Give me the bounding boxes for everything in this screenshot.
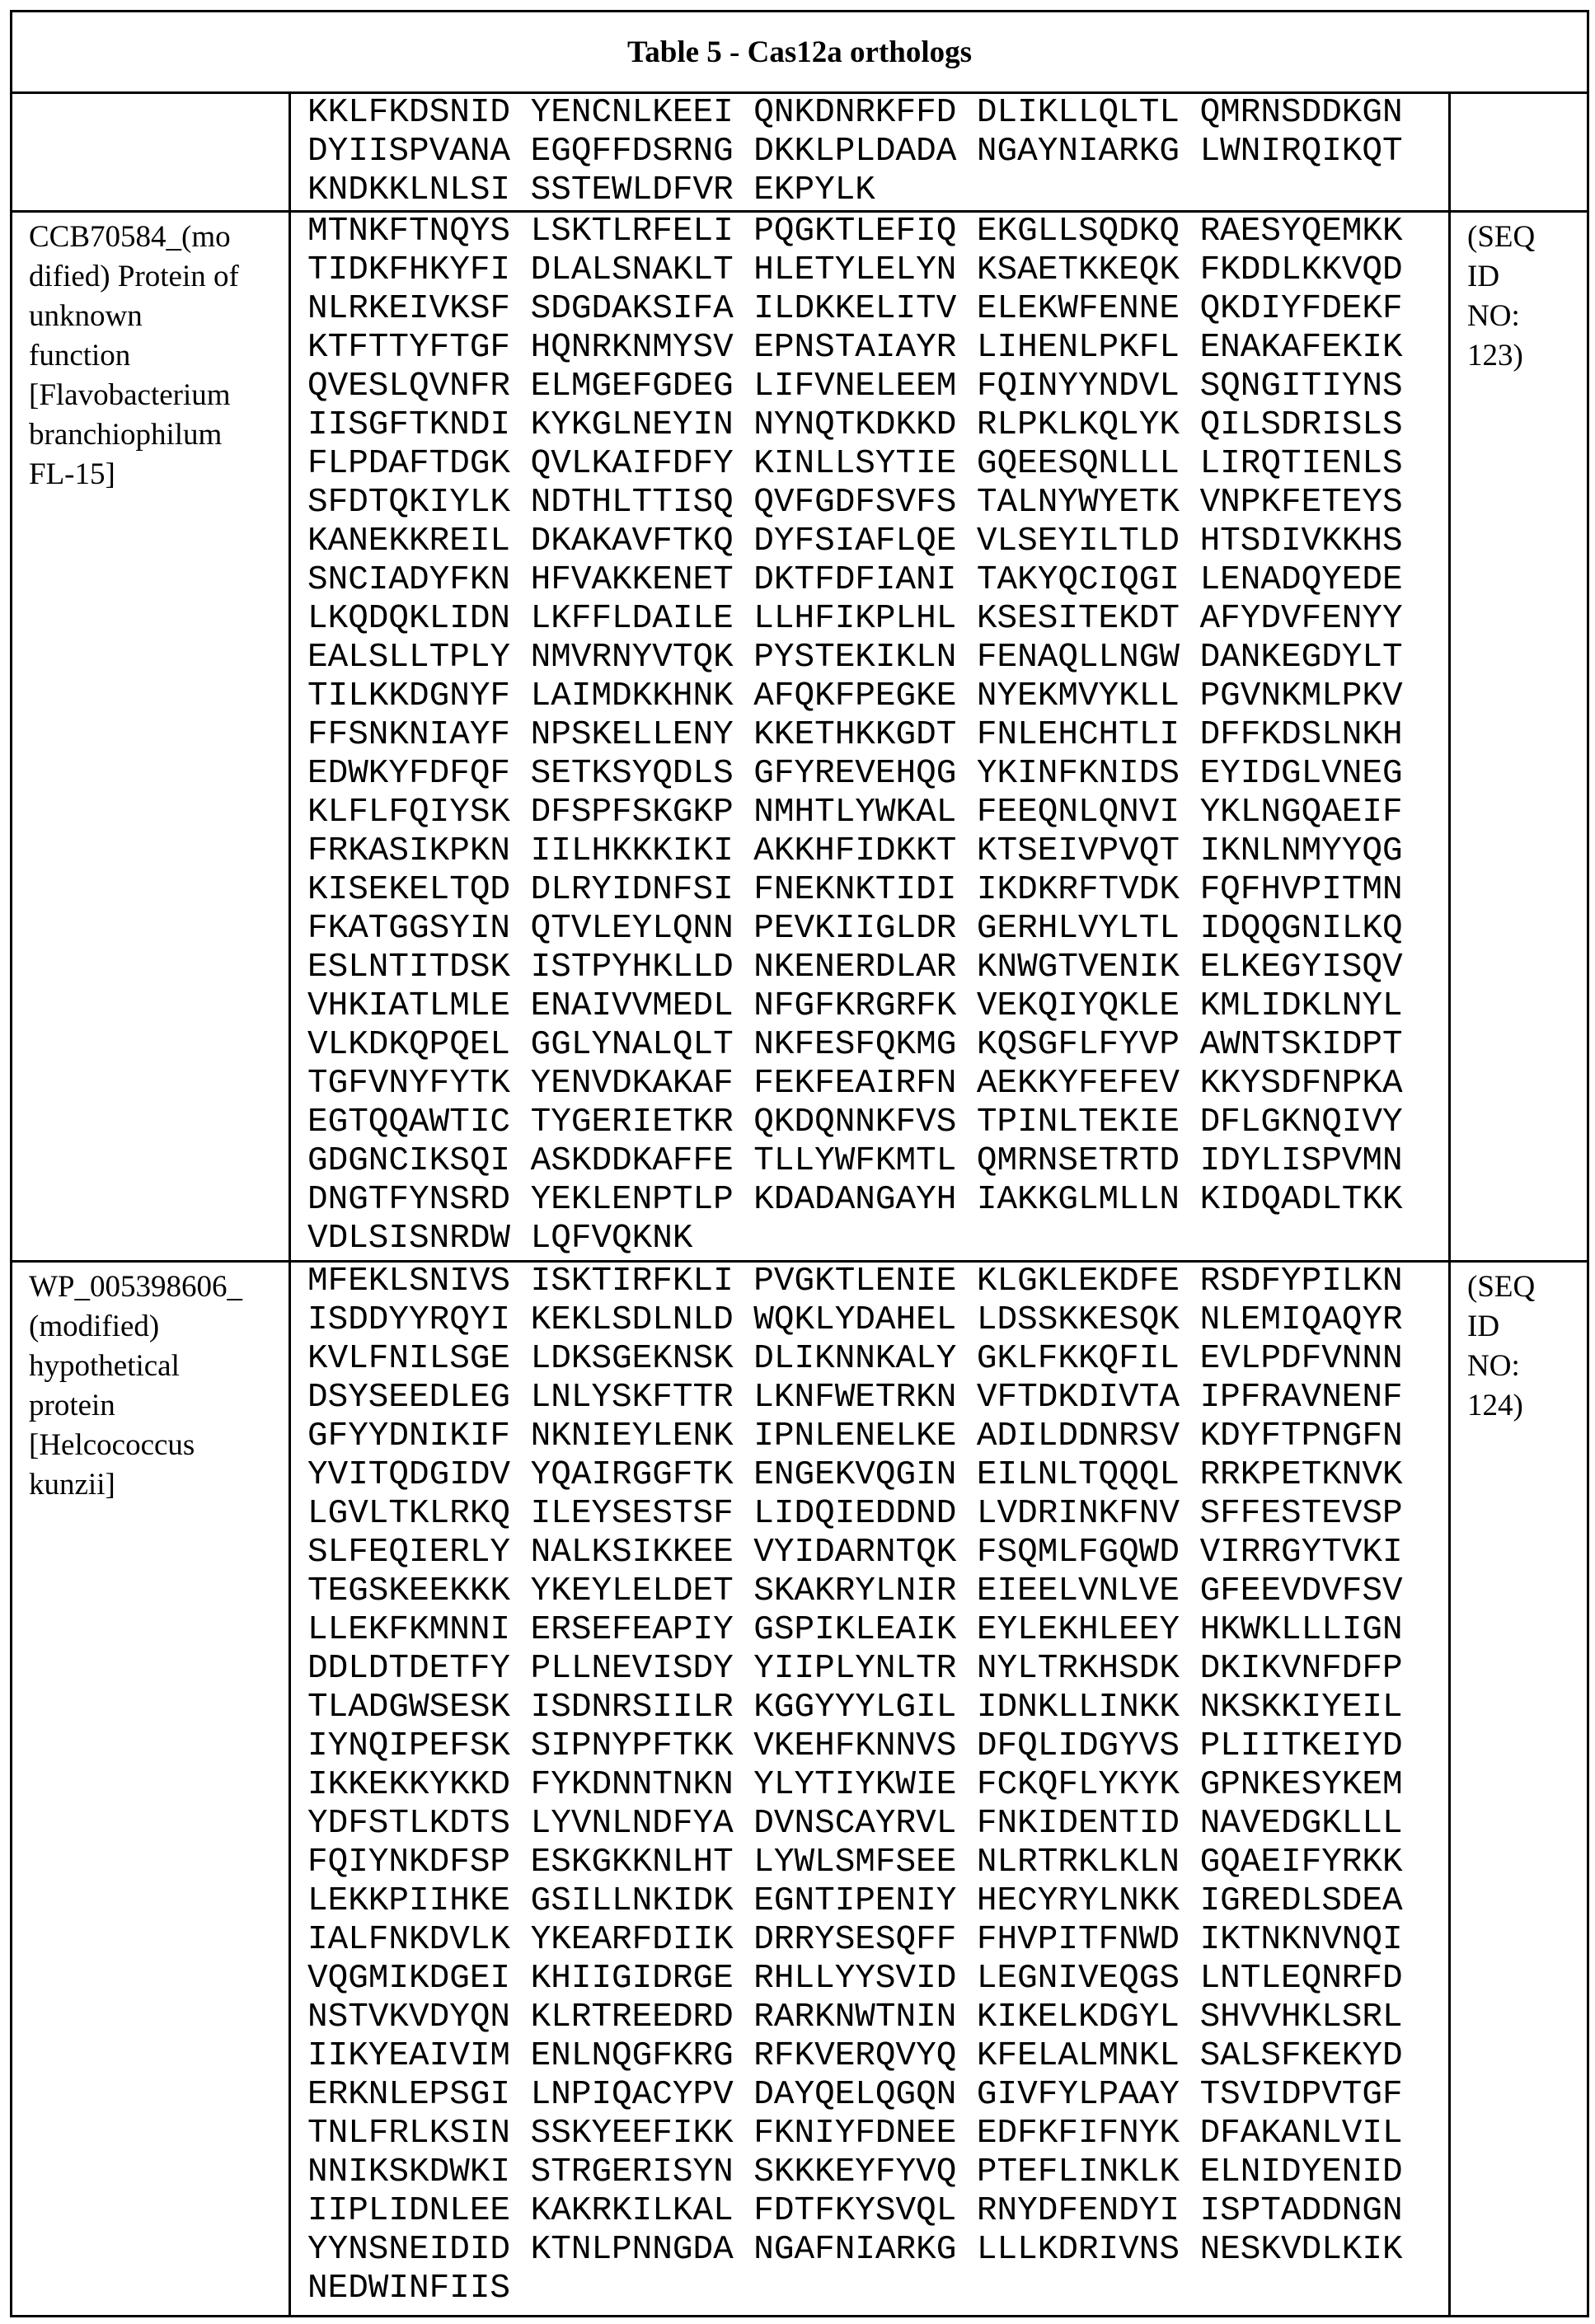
table-row	[12, 93, 1588, 212]
sequence-line: VHKIATLMLE ENAIVVMEDL NFGFKRGRFK VEKQIYQKLE KMLIDKLNYL	[307, 987, 1448, 1026]
sequence-line: SLFEQIERLY NALKSIKKEE VYIDARNTQK FSQMLFGQWD VIRRGYTVKI	[307, 1534, 1448, 1572]
seq-id-line: (SEQ	[1467, 1267, 1582, 1307]
protein-name-cell	[12, 1262, 290, 2317]
protein-name-line: [Helcococcus	[29, 1426, 280, 1465]
seq-id-cell	[1450, 93, 1588, 212]
protein-name-line: protein	[29, 1386, 280, 1426]
sequence-line: SFDTQKIYLK NDTHLTTISQ QVFGDFSVFS TALNYWYETK VNPKFETEYS	[307, 484, 1448, 522]
sequence-line: VQGMIKDGEI KHIIGIDRGE RHLLYYSVID LEGNIVEQGS LNTLEQNRFD	[307, 1960, 1448, 1998]
table-title: Table 5 - Cas12a orthologs	[12, 12, 1588, 93]
seq-id-line: 123)	[1467, 336, 1582, 376]
sequence-line: TLADGWSESK ISDNRSIILR KGGYYYLGIL IDNKLLINKK NKSKKIYEIL	[307, 1689, 1448, 1727]
protein-name-line: branchiophilum	[29, 415, 280, 455]
sequence-line: IIPLIDNLEE KAKRKILKAL FDTFKYSVQL RNYDFENDYI ISPTADDNGN	[307, 2192, 1448, 2231]
seq-id-line: ID	[1467, 1307, 1582, 1347]
table-row	[12, 1262, 1588, 2317]
sequence-line: VDLSISNRDW LQFVQKNK	[307, 1220, 1448, 1258]
seq-id-line: (SEQ	[1467, 218, 1582, 257]
sequence-line: KNDKKLNLSI SSTEWLDFVR EKPYLK	[307, 171, 1448, 210]
sequence-line: KKLFKDSNID YENCNLKEEI QNKDNRKFFD DLIKLLQLTL QMRNSDDKGN	[307, 94, 1448, 133]
protein-name-line: kunzii]	[29, 1465, 280, 1505]
sequence-line: FRKASIKPKN IILHKKKIKI AKKHFIDKKT KTSEIVPVQT IKNLNMYYQG	[307, 832, 1448, 871]
sequence-line: VLKDKQPQEL GGLYNALQLT NKFESFQKMG KQSGFLFYVP AWNTSKIDPT	[307, 1026, 1448, 1065]
sequence-line: EDWKYFDFQF SETKSYQDLS GFYREVEHQG YKINFKNIDS EYIDGLVNEG	[307, 755, 1448, 794]
sequence-line: EGTQQAWTIC TYGERIETKR QKDQNNKFVS TPINLTEKIE DFLGKNQIVY	[307, 1103, 1448, 1142]
sequence-line: DYIISPVANA EGQFFDSRNG DKKLPLDADA NGAYNIARKG LWNIRQIKQT	[307, 133, 1448, 171]
sequence-line: NSTVKVDYQN KLRTREEDRD RARKNWTNIN KIKELKDGYL SHVVHKLSRL	[307, 1998, 1448, 2037]
protein-name-line: dified) Protein of	[29, 257, 280, 297]
seq-id-line: ID	[1467, 257, 1582, 297]
sequence-line: KLFLFQIYSK DFSPFSKGKP NMHTLYWKAL FEEQNLQNVI YKLNGQAEIF	[307, 794, 1448, 832]
table-title-row	[12, 12, 1588, 93]
sequence-line: TILKKDGNYF LAIMDKKHNK AFQKFPEGKE NYEKMVYKLL PGVNKMLPKV	[307, 677, 1448, 716]
seq-id-cell	[1450, 1262, 1588, 2317]
sequence-line: KVLFNILSGE LDKSGEKNSK DLIKNNKALY GKLFKKQFIL EVLPDFVNNN	[307, 1340, 1448, 1379]
sequence-line: GDGNCIKSQI ASKDDKAFFE TLLYWFKMTL QMRNSETRTD IDYLISPVMN	[307, 1142, 1448, 1181]
sequence-line: KTFTTYFTGF HQNRKNMYSV EPNSTAIAYR LIHENLPKFL ENAKAFEKIK	[307, 329, 1448, 368]
orthologs-table	[10, 10, 1589, 2317]
table-row	[12, 212, 1588, 1262]
sequence-line: EALSLLTPLY NMVRNYVTQK PYSTEKIKLN FENAQLLNGW DANKEGDYLT	[307, 639, 1448, 677]
protein-name-line: CCB70584_(mo	[29, 218, 280, 257]
sequence-line: KANEKKREIL DKAKAVFTKQ DYFSIAFLQE VLSEYILTLD HTSDIVKKHS	[307, 522, 1448, 561]
sequence-line: TIDKFHKYFI DLALSNAKLT HLETYLELYN KSAETKKEQK FKDDLKKVQD	[307, 251, 1448, 290]
sequence-line: YDFSTLKDTS LYVNLNDFYA DVNSCAYRVL FNKIDENTID NAVEDGKLLL	[307, 1805, 1448, 1844]
sequence-line: LEKKPIIHKE GSILLNKIDK EGNTIPENIY HECYRYLNKK IGREDLSDEA	[307, 1882, 1448, 1921]
sequence-line: FQIYNKDFSP ESKGKKNLHT LYWLSMFSEE NLRTRKLKLN GQAEIFYRKK	[307, 1844, 1448, 1882]
sequence-line: LLEKFKMNNI ERSEFEAPIY GSPIKLEAIK EYLEKHLEEY HKWKLLLIGN	[307, 1611, 1448, 1650]
protein-name-line: [Flavobacterium	[29, 376, 280, 415]
seq-id-line: NO:	[1467, 1347, 1582, 1386]
protein-name-line: hypothetical	[29, 1347, 280, 1386]
sequence-line: SNCIADYFKN HFVAKKENET DKTFDFIANI TAKYQCIQGI LENADQYEDE	[307, 561, 1448, 600]
sequence-line: DSYSEEDLEG LNLYSKFTTR LKNFWETRKN VFTDKDIVTA IPFRAVNENF	[307, 1379, 1448, 1417]
sequence-line: IIKYEAIVIM ENLNQGFKRG RFKVERQVYQ KFELALMNKL SALSFKEKYD	[307, 2037, 1448, 2076]
sequence-line: DNGTFYNSRD YEKLENPTLP KDADANGAYH IAKKGLMLLN KIDQADLTKK	[307, 1181, 1448, 1220]
sequence-line: LKQDQKLIDN LKFFLDAILE LLHFIKPLHL KSESITEKDT AFYDVFENYY	[307, 600, 1448, 639]
protein-name-line: function	[29, 336, 280, 376]
sequence-line: FLPDAFTDGK QVLKAIFDFY KINLLSYTIE GQEESQNLLL LIRQTIENLS	[307, 445, 1448, 484]
sequence-line: ERKNLEPSGI LNPIQACYPV DAYQELQGQN GIVFYLPAAY TSVIDPVTGF	[307, 2076, 1448, 2115]
seq-id-line: 124)	[1467, 1386, 1582, 1426]
sequence-cell	[290, 212, 1450, 1262]
sequence-line: TGFVNYFYTK YENVDKAKAF FEKFEAIRFN AEKKYFEFEV KKYSDFNPKA	[307, 1065, 1448, 1103]
sequence-line: QVESLQVNFR ELMGEFGDEG LIFVNELEEM FQINYYNDVL SQNGITIYNS	[307, 368, 1448, 406]
sequence-line: NNIKSKDWKI STRGERISYN SKKKEYFYVQ PTEFLINKLK ELNIDYENID	[307, 2153, 1448, 2192]
protein-name-line: FL-15]	[29, 455, 280, 494]
seq-id-line: NO:	[1467, 297, 1582, 336]
sequence-line: DDLDTDETFY PLLNEVISDY YIIPLYNLTR NYLTRKHSDK DKIKVNFDFP	[307, 1650, 1448, 1689]
sequence-line: ISDDYYRQYI KEKLSDLNLD WQKLYDAHEL LDSSKKESQK NLEMIQAQYR	[307, 1301, 1448, 1340]
protein-name-cell	[12, 93, 290, 212]
sequence-line: GFYYDNIKIF NKNIEYLENK IPNLENELKE ADILDDNRSV KDYFTPNGFN	[307, 1417, 1448, 1456]
protein-name-line: unknown	[29, 297, 280, 336]
sequence-cell	[290, 93, 1450, 212]
sequence-line: IKKEKKYKKD FYKDNNTNKN YLYTIYKWIE FCKQFLYKYK GPNKESYKEM	[307, 1766, 1448, 1805]
protein-name-cell	[12, 212, 290, 1262]
sequence-line: FFSNKNIAYF NPSKELLENY KKETHKKGDT FNLEHCHTLI DFFKDSLNKH	[307, 716, 1448, 755]
sequence-line: NLRKEIVKSF SDGDAKSIFA ILDKKELITV ELEKWFENNE QKDIYFDEKF	[307, 290, 1448, 329]
sequence-cell	[290, 1262, 1450, 2317]
sequence-line: MFEKLSNIVS ISKTIRFKLI PVGKTLENIE KLGKLEKDFE RSDFYPILKN	[307, 1263, 1448, 1301]
protein-name-line: (modified)	[29, 1307, 280, 1347]
sequence-line: IISGFTKNDI KYKGLNEYIN NYNQTKDKKD RLPKLKQLYK QILSDRISLS	[307, 406, 1448, 445]
seq-id-cell	[1450, 212, 1588, 1262]
sequence-line: MTNKFTNQYS LSKTLRFELI PQGKTLEFIQ EKGLLSQDKQ RAESYQEMKK	[307, 213, 1448, 251]
sequence-line: LGVLTKLRKQ ILEYSESTSF LIDQIEDDND LVDRINKFNV SFFESTEVSP	[307, 1495, 1448, 1534]
sequence-line: YYNSNEIDID KTNLPNNGDA NGAFNIARKG LLLKDRIVNS NESKVDLKIK	[307, 2231, 1448, 2270]
sequence-line: KISEKELTQD DLRYIDNFSI FNEKNKTIDI IKDKRFTVDK FQFHVPITMN	[307, 871, 1448, 910]
sequence-line: YVITQDGIDV YQAIRGGFTK ENGEKVQGIN EILNLTQQQL RRKPETKNVK	[307, 1456, 1448, 1495]
protein-name-line: WP_005398606_	[29, 1267, 280, 1307]
sequence-line: IALFNKDVLK YKEARFDIIK DRRYSESQFF FHVPITFNWD IKTNKNVNQI	[307, 1921, 1448, 1960]
sequence-line: IYNQIPEFSK SIPNYPFTKK VKEHFKNNVS DFQLIDGYVS PLIITKEIYD	[307, 1727, 1448, 1766]
sequence-line: ESLNTITDSK ISTPYHKLLD NKENERDLAR KNWGTVENIK ELKEGYISQV	[307, 949, 1448, 987]
sequence-line: TEGSKEEKKK YKEYLELDET SKAKRYLNIR EIEELVNLVE GFEEVDVFSV	[307, 1572, 1448, 1611]
sequence-line: NEDWINFIIS	[307, 2270, 1448, 2308]
sequence-line: FKATGGSYIN QTVLEYLQNN PEVKIIGLDR GERHLVYLTL IDQQGNILKQ	[307, 910, 1448, 949]
sequence-line: TNLFRLKSIN SSKYEEFIKK FKNIYFDNEE EDFKFIFNYK DFAKANLVIL	[307, 2115, 1448, 2153]
